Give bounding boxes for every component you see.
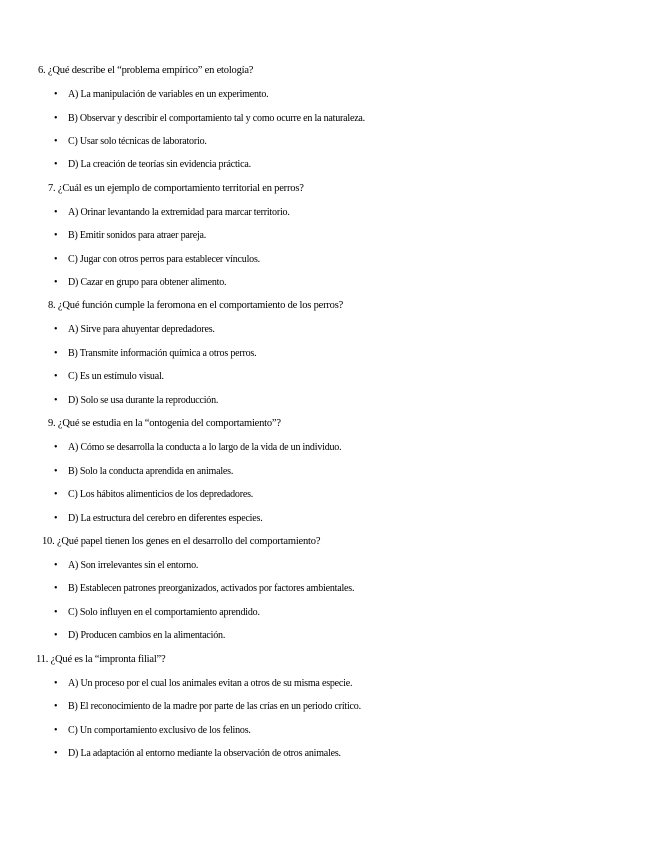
option-text: D) La creación de teorías sin evidencia práctica. [68, 159, 251, 170]
option-6b [54, 113, 365, 124]
option-text: D) Producen cambios en la alimentación. [68, 630, 226, 641]
option-text: C) Solo influyen en el comportamiento aprendido. [68, 607, 260, 618]
option-7c [54, 254, 260, 265]
option-6a [54, 89, 268, 100]
question-text: ¿Qué describe el “problema empírico” en etología? [47, 65, 254, 76]
bullet-icon: • [54, 748, 58, 759]
question-9 [48, 418, 281, 429]
option-9c [54, 489, 253, 500]
option-text: C) Usar solo técnicas de laboratorio. [68, 136, 207, 147]
bullet-icon: • [54, 513, 58, 524]
question-number: 9. [48, 418, 56, 429]
option-text: D) La adaptación al entorno mediante la observación de otros animales. [68, 748, 341, 759]
option-11d [54, 748, 341, 759]
question-number: 7. [48, 183, 56, 194]
option-text: A) Cómo se desarrolla la conducta a lo largo de la vida de un individuo. [68, 442, 342, 453]
option-text: C) Es un estímulo visual. [68, 371, 164, 382]
bullet-icon: • [54, 277, 58, 288]
option-8c [54, 371, 164, 382]
option-text: A) La manipulación de variables en un experimento. [68, 89, 269, 100]
option-text: D) La estructura del cerebro en diferentes especies. [68, 513, 263, 524]
bullet-icon: • [54, 136, 58, 147]
bullet-icon: • [54, 630, 58, 641]
question-text: ¿Qué papel tienen los genes en el desarrollo del comportamiento? [56, 536, 321, 547]
bullet-icon: • [54, 207, 58, 218]
option-7d [54, 277, 226, 288]
bullet-icon: • [54, 442, 58, 453]
question-text: ¿Qué es la “impronta filial”? [50, 654, 166, 665]
option-9d [54, 513, 263, 524]
option-text: D) Cazar en grupo para obtener alimento. [68, 277, 227, 288]
option-8b [54, 348, 256, 359]
option-8d [54, 395, 218, 406]
option-6d [54, 159, 251, 170]
option-10b [54, 583, 354, 594]
bullet-icon: • [54, 159, 58, 170]
bullet-icon: • [54, 230, 58, 241]
option-text: C) Jugar con otros perros para establecer vínculos. [68, 254, 260, 265]
option-text: B) Establecen patrones preorganizados, activados por factores ambientales. [68, 583, 355, 594]
bullet-icon: • [54, 371, 58, 382]
bullet-icon: • [54, 560, 58, 571]
bullet-icon: • [54, 324, 58, 335]
option-text: B) Solo la conducta aprendida en animales. [68, 466, 234, 477]
question-number: 6. [38, 65, 46, 76]
question-number: 8. [48, 300, 56, 311]
bullet-icon: • [54, 466, 58, 477]
option-text: A) Son irrelevantes sin el entorno. [68, 560, 199, 571]
bullet-icon: • [54, 678, 58, 689]
option-7b [54, 230, 206, 241]
question-text: ¿Cuál es un ejemplo de comportamiento territorial en perros? [57, 183, 304, 194]
question-11 [36, 654, 165, 665]
option-6c [54, 136, 207, 147]
option-11c [54, 725, 251, 736]
option-8a [54, 324, 215, 335]
bullet-icon: • [54, 583, 58, 594]
option-text: B) El reconocimiento de la madre por parte de las crías en un periodo crítico. [68, 701, 361, 712]
question-text: ¿Qué se estudia en la “ontogenia del comportamiento”? [57, 418, 281, 429]
option-text: A) Un proceso por el cual los animales evitan a otros de su misma especie. [68, 678, 353, 689]
question-text: ¿Qué función cumple la feromona en el comportamiento de los perros? [57, 300, 344, 311]
option-10a [54, 560, 198, 571]
bullet-icon: • [54, 348, 58, 359]
option-10d [54, 630, 225, 641]
option-text: C) Los hábitos alimenticios de los depredadores. [68, 489, 254, 500]
bullet-icon: • [54, 89, 58, 100]
question-6 [38, 65, 253, 76]
question-8 [48, 300, 343, 311]
option-text: C) Un comportamiento exclusivo de los felinos. [68, 725, 251, 736]
option-9b [54, 466, 233, 477]
question-7 [48, 183, 304, 194]
bullet-icon: • [54, 607, 58, 618]
option-11b [54, 701, 361, 712]
bullet-icon: • [54, 489, 58, 500]
question-10 [42, 536, 320, 547]
question-number: 11. [36, 654, 49, 665]
option-text: B) Emitir sonidos para atraer pareja. [68, 230, 207, 241]
option-9a [54, 442, 341, 453]
bullet-icon: • [54, 395, 58, 406]
option-11a [54, 678, 352, 689]
option-text: D) Solo se usa durante la reproducción. [68, 395, 219, 406]
option-text: B) Transmite información química a otros perros. [68, 348, 257, 359]
bullet-icon: • [54, 113, 58, 124]
option-7a [54, 207, 290, 218]
option-10c [54, 607, 260, 618]
bullet-icon: • [54, 725, 58, 736]
option-text: A) Sirve para ahuyentar depredadores. [68, 324, 215, 335]
bullet-icon: • [54, 254, 58, 265]
question-number: 10. [42, 536, 55, 547]
option-text: B) Observar y describir el comportamiento tal y como ocurre en la naturaleza. [68, 113, 365, 124]
bullet-icon: • [54, 701, 58, 712]
option-text: A) Orinar levantando la extremidad para marcar territorio. [68, 207, 290, 218]
